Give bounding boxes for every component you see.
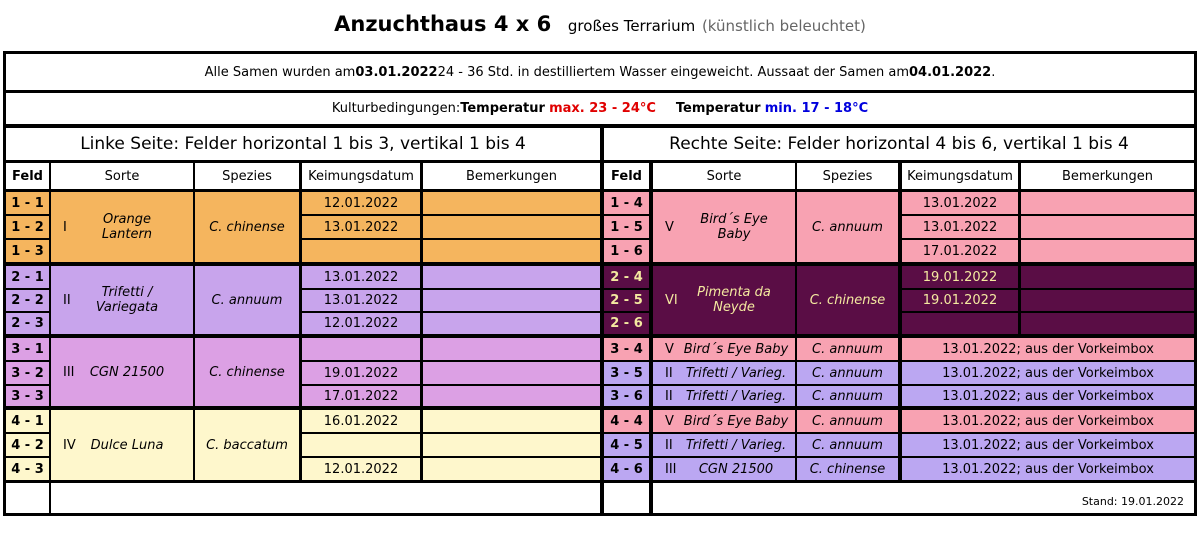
variety-single-1 (653, 362, 795, 384)
feld-left-4 (6, 290, 49, 311)
date-right-5 (902, 313, 1018, 334)
note-single-4 (902, 434, 1194, 456)
text: C. annuum (812, 365, 883, 381)
text: 4 - 2 (11, 437, 44, 453)
note-right-1 (1021, 216, 1194, 238)
feld-left-1 (6, 216, 49, 238)
feld-left-5 (6, 313, 49, 334)
date-left-5 (302, 313, 420, 334)
group-num: VI (665, 292, 678, 308)
feld-left-8 (6, 386, 49, 406)
note-left-9 (423, 410, 600, 432)
text: 13.01.2022; aus der Vorkeimbox (942, 413, 1154, 429)
info-row-conditions (6, 93, 1194, 124)
text: 4 - 3 (11, 461, 44, 477)
date-left-9 (302, 410, 420, 432)
note-left-1 (423, 216, 600, 238)
date-left-2 (302, 240, 420, 262)
page-title (0, 12, 1200, 36)
species-left-3 (195, 410, 299, 480)
text: Stand: 19.01.2022 (1081, 495, 1184, 508)
variety: Trifetti / Variegata (95, 285, 159, 315)
right-heading (604, 128, 1194, 160)
date-left-11 (302, 458, 420, 480)
species-right-0 (797, 192, 898, 262)
note-left-2 (423, 240, 600, 262)
text: C. annuum (812, 388, 883, 404)
date-left-7 (302, 362, 420, 384)
text: 3 - 2 (11, 365, 44, 381)
text: 19.01.2022 (922, 269, 998, 285)
note-right-5 (1021, 313, 1194, 334)
col-header-right-0 (604, 163, 649, 189)
variety-left-3 (51, 410, 193, 480)
col-header-right-3 (902, 163, 1018, 189)
date-right-4 (902, 290, 1018, 311)
text: 3 - 5 (610, 365, 643, 381)
col-header-right-2 (797, 163, 898, 189)
text: Spezies (822, 168, 873, 184)
feld-right-1 (604, 216, 649, 238)
variety: CGN 21500 (698, 461, 774, 477)
text: Keimungsdatum (308, 168, 414, 184)
group-num: II (665, 437, 673, 453)
text: 13.01.2022; aus der Vorkeimbox (942, 341, 1154, 357)
text: Feld (611, 168, 642, 184)
feld-left-9 (6, 410, 49, 432)
species-single-5 (797, 458, 898, 480)
group-num: V (665, 219, 674, 235)
note-single-0 (902, 338, 1194, 360)
note-left-3 (423, 266, 600, 288)
text: 12.01.2022 (323, 316, 399, 331)
date-right-3 (902, 266, 1018, 288)
feld-right-4 (604, 290, 649, 311)
text: 13.01.2022; aus der Vorkeimbox (942, 365, 1154, 381)
variety-single-4 (653, 434, 795, 456)
text: Feld (12, 168, 43, 184)
variety-left-0 (51, 192, 193, 262)
soak-date: 03.01.2022 (355, 64, 438, 80)
footer-left-feld (6, 483, 49, 513)
variety: Bird´s Eye Baby (700, 212, 768, 242)
date-right-2 (902, 240, 1018, 262)
variety: Dulce Luna (90, 437, 164, 453)
text: C. chinense (209, 364, 285, 380)
text: Rechte Seite: Felder horizontal 4 bis 6, vertikal 1 bis 4 (669, 133, 1129, 154)
text: 13.01.2022 (922, 219, 998, 235)
feld-left-2 (6, 240, 49, 262)
species-left-2 (195, 338, 299, 406)
species-left-0 (195, 192, 299, 262)
text: 12.01.2022 (323, 195, 399, 211)
species-right-1 (797, 266, 898, 334)
text: 19.01.2022 (323, 365, 399, 381)
text: 17.01.2022 (323, 388, 399, 404)
group-num: II (665, 365, 673, 381)
group-num: V (665, 413, 674, 429)
text: 13.01.2022; aus der Vorkeimbox (942, 461, 1154, 477)
species-single-1 (797, 362, 898, 384)
feld-right-5 (604, 313, 649, 334)
date-left-0 (302, 192, 420, 214)
footer-left-body (51, 483, 600, 513)
feld-right-0 (604, 192, 649, 214)
variety: Bird´s Eye Baby (683, 413, 789, 429)
text: 4 - 4 (610, 413, 643, 429)
text: 19.01.2022 (922, 293, 998, 308)
group-num: II (665, 388, 673, 404)
feld-right-2 (604, 240, 649, 262)
text: Spezies (222, 168, 272, 184)
note-left-6 (423, 338, 600, 360)
date-left-8 (302, 386, 420, 406)
text: 13.01.2022 (323, 269, 399, 285)
date-left-10 (302, 434, 420, 456)
text: C. annuum (812, 413, 883, 429)
text: Kulturbedingungen: (331, 101, 461, 116)
text: 1 - 3 (11, 243, 44, 259)
text: Linke Seite: Felder horizontal 1 bis 3, vertikal 1 bis 4 (80, 133, 526, 154)
title-note: (künstlich beleuchtet) (701, 17, 866, 35)
variety: Orange Lantern (101, 212, 153, 242)
species-single-3 (797, 410, 898, 432)
variety-left-1 (51, 266, 193, 334)
text: 3 - 3 (11, 388, 44, 404)
note-single-3 (902, 410, 1194, 432)
col-header-left-0 (6, 163, 49, 189)
feld-right-6 (604, 338, 649, 360)
group-num: V (665, 341, 674, 357)
text: Alle Samen wurden am (204, 64, 356, 80)
date-left-6 (302, 338, 420, 360)
planting-table (3, 51, 1197, 516)
text: 13.01.2022 (323, 293, 399, 308)
note-right-4 (1021, 290, 1194, 311)
sow-date: 04.01.2022 (908, 64, 992, 80)
note-single-5 (902, 458, 1194, 480)
feld-right-11 (604, 458, 649, 480)
text: C. baccatum (206, 437, 288, 453)
text: 1 - 6 (610, 243, 643, 259)
variety: Bird´s Eye Baby (683, 341, 789, 357)
col-header-left-2 (195, 163, 299, 189)
stand-date (653, 483, 1194, 513)
date-left-3 (302, 266, 420, 288)
text: C. annuum (812, 341, 883, 357)
variety-single-2 (653, 386, 795, 406)
text: . (991, 64, 996, 80)
text: C. chinense (809, 292, 886, 308)
date-right-0 (902, 192, 1018, 214)
note-left-10 (423, 434, 600, 456)
note-left-7 (423, 362, 600, 384)
col-header-left-4 (423, 163, 600, 189)
text: Bemerkungen (1061, 168, 1154, 184)
text: C. annuum (812, 219, 883, 235)
left-heading (6, 128, 600, 160)
text: 12.01.2022 (323, 461, 399, 477)
text: 4 - 1 (11, 413, 44, 429)
note-right-2 (1021, 240, 1194, 262)
text: C. annuum (812, 437, 883, 453)
text: 3 - 6 (610, 388, 643, 404)
feld-right-3 (604, 266, 649, 288)
text: 16.01.2022 (323, 413, 399, 429)
species-single-4 (797, 434, 898, 456)
variety: Trifetti / Varieg. (685, 388, 787, 404)
text: 3 - 4 (610, 341, 643, 357)
text: 1 - 1 (11, 195, 44, 211)
variety-single-0 (653, 338, 795, 360)
feld-right-9 (604, 410, 649, 432)
text: 13.01.2022 (922, 195, 998, 211)
text: 1 - 5 (610, 219, 643, 235)
footer-right-feld (604, 483, 649, 513)
text: Keimungsdatum (907, 168, 1013, 184)
variety: Pimenta da Neyde (697, 285, 771, 315)
col-header-left-3 (302, 163, 420, 189)
note-right-0 (1021, 192, 1194, 214)
title-sub: großes Terrarium (567, 17, 696, 35)
feld-left-11 (6, 458, 49, 480)
feld-right-8 (604, 386, 649, 406)
group-num: III (665, 461, 677, 477)
variety: Trifetti / Varieg. (685, 365, 787, 381)
feld-left-6 (6, 338, 49, 360)
text: C. annuum (211, 292, 283, 308)
group-num: III (63, 364, 75, 380)
text: 17.01.2022 (922, 243, 998, 259)
note-single-2 (902, 386, 1194, 406)
text: 2 - 1 (11, 269, 44, 285)
col-header-right-4 (1021, 163, 1194, 189)
info-row-soaking (6, 54, 1194, 90)
text: 2 - 5 (610, 293, 643, 308)
variety-single-5 (653, 458, 795, 480)
text: 13.01.2022; aus der Vorkeimbox (942, 437, 1154, 453)
variety-right-1 (653, 266, 795, 334)
date-left-1 (302, 216, 420, 238)
note-left-8 (423, 386, 600, 406)
text: 2 - 6 (610, 316, 643, 331)
variety-right-0 (653, 192, 795, 262)
text: Sorte (706, 168, 742, 184)
note-right-3 (1021, 266, 1194, 288)
variety-single-3 (653, 410, 795, 432)
text: 4 - 5 (610, 437, 643, 453)
variety-left-2 (51, 338, 193, 406)
group-num: I (63, 219, 67, 235)
temp-label-min: Temperatur (675, 101, 761, 116)
variety: CGN 21500 (89, 364, 165, 380)
text: C. chinense (209, 219, 285, 235)
text: 1 - 4 (610, 195, 643, 211)
col-header-right-1 (653, 163, 795, 189)
col-header-left-1 (51, 163, 193, 189)
temp-label-max: Temperatur (460, 101, 545, 116)
text: 24 - 36 Std. in destilliertem Wasser eingeweicht. Aussaat der Samen am (437, 64, 909, 80)
text: 2 - 3 (11, 316, 44, 331)
feld-right-10 (604, 434, 649, 456)
text: 2 - 2 (11, 293, 44, 308)
title-main: Anzuchthaus 4 x 6 (334, 12, 552, 36)
note-left-11 (423, 458, 600, 480)
temp-min: min. 17 - 18°C (764, 101, 869, 116)
text: 13.01.2022; aus der Vorkeimbox (942, 388, 1154, 404)
variety: Trifetti / Varieg. (685, 437, 787, 453)
feld-left-10 (6, 434, 49, 456)
feld-left-3 (6, 266, 49, 288)
note-left-5 (423, 313, 600, 334)
feld-left-0 (6, 192, 49, 214)
text: C. chinense (809, 461, 886, 477)
text: Sorte (104, 168, 140, 184)
feld-left-7 (6, 362, 49, 384)
text: 13.01.2022 (323, 219, 399, 235)
text: 4 - 6 (610, 461, 643, 477)
species-left-1 (195, 266, 299, 334)
species-single-2 (797, 386, 898, 406)
date-left-4 (302, 290, 420, 311)
group-num: II (63, 292, 71, 308)
group-num: IV (63, 437, 76, 453)
feld-right-7 (604, 362, 649, 384)
text: 3 - 1 (11, 341, 44, 357)
note-left-0 (423, 192, 600, 214)
text: Bemerkungen (465, 168, 558, 184)
text: 2 - 4 (610, 269, 643, 285)
note-left-4 (423, 290, 600, 311)
note-single-1 (902, 362, 1194, 384)
temp-max: max. 23 - 24°C (549, 101, 656, 116)
text: 1 - 2 (11, 219, 44, 235)
species-single-0 (797, 338, 898, 360)
date-right-1 (902, 216, 1018, 238)
